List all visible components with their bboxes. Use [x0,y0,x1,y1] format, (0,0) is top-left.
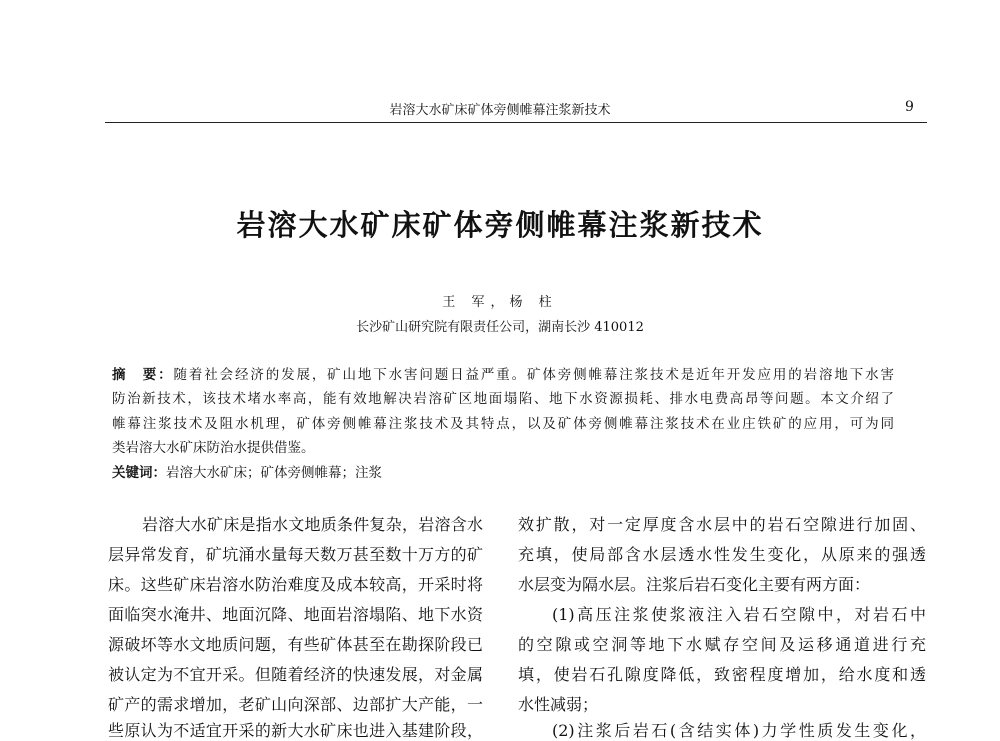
body-line: 充填，使局部含水层透水性发生变化，从原来的强透 [518,545,926,564]
body-line: 面临突水淹井、地面沉降、地面岩溶塌陷、地下水资 [108,605,483,624]
abstract-line: 帷幕注浆技术及阻水机理，矿体旁侧帷幕注浆技术及其特点，以及矿体旁侧帷幕注浆技术在业庄铁矿的应用，可为同 [112,416,894,432]
body-line: 被认定为不宜开采。但随着经济的快速发展，对金属 [108,665,483,684]
body-line: 水性减弱； [518,695,599,714]
body-line: (2)注浆后岩石(含结实体)力学性质发生变化， [552,721,926,740]
body-line: 水层变为隔水层。注浆后岩石变化主要有两方面： [518,575,871,594]
keywords-line [112,461,894,481]
body-line: (1)高压注浆使浆液注入岩石空隙中，对岩石中 [552,605,926,624]
paper-title: 岩溶大水矿床矿体旁侧帷幕注浆新技术 [236,208,764,242]
running-header-title: 岩溶大水矿床矿体旁侧帷幕注浆新技术 [389,103,611,118]
keywords-text: 岩溶大水矿床；矿体旁侧帷幕；注浆 [166,465,382,481]
abstract-line [112,363,894,383]
body-line: 岩溶大水矿床是指水文地质条件复杂，岩溶含水 [142,515,483,534]
body-line: 矿产的需求增加，老矿山向深部、边部扩大产能，一 [108,695,483,714]
body-line: 填，使岩石孔隙度降低，致密程度增加，给水度和透 [518,665,926,684]
abstract-line: 类岩溶大水矿床防治水提供借鉴。 [112,440,315,456]
header-rule [105,122,927,123]
body-line: 效扩散，对一定厚度含水层中的岩石空隙进行加固、 [518,515,926,534]
body-line: 层异常发育，矿坑涌水量每天数万甚至数十万方的矿 [108,545,483,564]
abstract-label: 摘 要： [112,367,174,383]
affiliation: 长沙矿山研究院有限责任公司，湖南长沙 410012 [356,320,644,335]
body-line: 些原认为不适宜开采的新大水矿床也进入基建阶段， [108,721,483,740]
abstract-text: 随着社会经济的发展，矿山地下水害问题日益严重。矿体旁侧帷幕注浆技术是近年开发应用的岩溶地下水害 [173,367,895,383]
body-line: 的空隙或空洞等地下水赋存空间及运移通道进行充 [518,635,926,654]
page-number: 9 [905,99,914,115]
authors: 王 军，杨 柱 [442,295,558,310]
body-line: 源破坏等水文地质问题，有些矿体甚至在勘探阶段已 [108,635,483,654]
keywords-label: 关键词： [112,465,166,481]
body-line: 床。这些矿床岩溶水防治难度及成本较高，开采时将 [108,575,483,594]
abstract-line: 防治新技术，该技术堵水率高，能有效地解决岩溶矿区地面塌陷、地下水资源损耗、排水电费高昂等问题。本文介绍了 [112,391,894,407]
